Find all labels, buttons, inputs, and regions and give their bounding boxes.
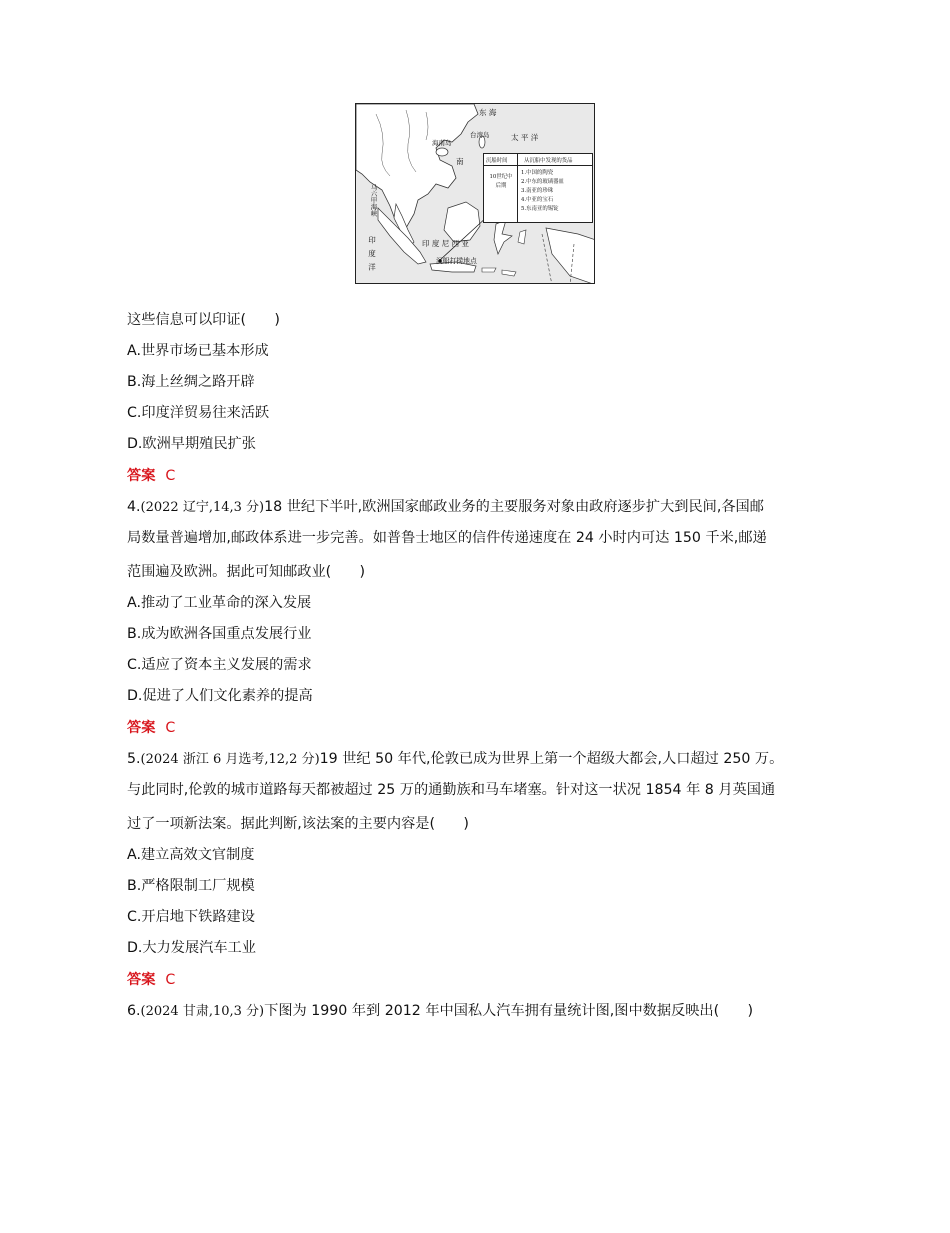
cell-time: 10世纪中后期 xyxy=(489,174,513,189)
q5-option-a: A.建立高效文官制度 xyxy=(127,847,255,863)
table-header xyxy=(484,154,592,166)
answer-label: 答案 xyxy=(127,468,156,484)
goods-item: 2.中东的玻璃器皿 xyxy=(521,179,564,185)
goods-item: 1.中国的陶瓷 xyxy=(521,170,554,176)
q5-line-3: 过了一项新法案。据此判断,该法案的主要内容是( ) xyxy=(127,816,469,832)
q5-line-2: 与此同时,伦敦的城市道路每天都被超过 25 万的通勤族和马车堵塞。针对这一状况 1854 年 8 月英国通 xyxy=(127,782,776,798)
q4-source: (2022 辽宁,14,3 分) xyxy=(140,500,265,515)
q5-option-b: B.严格限制工厂规模 xyxy=(127,878,255,894)
goods-item: 3.南亚的珍珠 xyxy=(521,188,554,194)
southeast-asia-map xyxy=(355,103,595,284)
label-east-sea: 东 海 xyxy=(479,108,497,117)
q5-option-d: D.大力发展汽车工业 xyxy=(127,940,256,956)
goods-item: 5.东南亚的锡锭 xyxy=(521,206,559,212)
q6-text-1: 下图为 1990 年到 2012 年中国私人汽车拥有量统计图,图中数据反映出( ) xyxy=(264,1003,754,1019)
q4-option-c: C.适应了资本主义发展的需求 xyxy=(127,657,312,673)
label-indian-ocean: 印度洋 xyxy=(367,236,377,277)
q6-source: (2024 甘肃,10,3 分) xyxy=(140,1004,265,1019)
label-wreck-site: 沉船打捞地点 xyxy=(436,257,477,265)
answer-value: C xyxy=(165,972,176,988)
q3-option-b: B.海上丝绸之路开辟 xyxy=(127,374,255,390)
label-strait: 马六甲海峡 xyxy=(369,184,378,217)
q3-answer xyxy=(127,466,175,486)
q4-line-2: 局数量普遍增加,邮政体系进一步完善。如普鲁士地区的信件传递速度在 24 小时内可达 150 千米,邮递 xyxy=(127,530,767,546)
table-divider xyxy=(517,154,518,222)
q5-text-1: 19 世纪 50 年代,伦敦已成为世界上第一个超级大都会,人口超过 250 万。 xyxy=(319,751,784,767)
q5-number: 5. xyxy=(127,751,141,767)
q3-option-d: D.欧洲早期殖民扩张 xyxy=(127,436,256,452)
q4-line-1 xyxy=(127,497,764,518)
q3-option-a: A.世界市场已基本形成 xyxy=(127,343,269,359)
answer-value: C xyxy=(165,468,176,484)
q4-answer xyxy=(127,718,175,738)
label-south: 南 xyxy=(456,157,464,166)
q6-number: 6. xyxy=(127,1003,141,1019)
q3-option-c: C.印度洋贸易往来活跃 xyxy=(127,405,270,421)
q6-line-1 xyxy=(127,1001,753,1022)
label-indonesia: 印 度 尼 西 亚 xyxy=(422,239,470,248)
q4-option-d: D.促进了人们文化素养的提高 xyxy=(127,688,313,704)
answer-label: 答案 xyxy=(127,720,156,736)
q5-option-c: C.开启地下铁路建设 xyxy=(127,909,255,925)
q5-source: (2024 浙江 6 月选考,12,2 分) xyxy=(140,752,320,767)
q5-line-1 xyxy=(127,749,783,770)
shipwreck-table xyxy=(483,153,593,223)
q5-answer xyxy=(127,970,175,990)
goods-item: 4.中亚的宝石 xyxy=(521,197,554,203)
answer-label: 答案 xyxy=(127,972,156,988)
header-time: 沉船时间 xyxy=(486,158,508,164)
q4-option-b: B.成为欧洲各国重点发展行业 xyxy=(127,626,312,642)
label-taiwan: 台湾岛 xyxy=(470,131,490,139)
q3-stem: 这些信息可以印证( ) xyxy=(127,312,280,328)
cell-goods xyxy=(521,169,564,214)
answer-value: C xyxy=(165,720,176,736)
q4-option-a: A.推动了工业革命的深入发展 xyxy=(127,595,312,611)
q4-number: 4. xyxy=(127,499,141,515)
q4-text-1: 18 世纪下半叶,欧洲国家邮政业务的主要服务对象由政府逐步扩大到民间,各国邮 xyxy=(264,499,764,515)
header-goods: 从沉船中发现的货品 xyxy=(524,158,573,164)
label-hainan: 海南岛 xyxy=(432,139,452,147)
q4-line-3: 范围遍及欧洲。据此可知邮政业( ) xyxy=(127,564,366,580)
label-pacific: 太 平 洋 xyxy=(511,133,539,142)
